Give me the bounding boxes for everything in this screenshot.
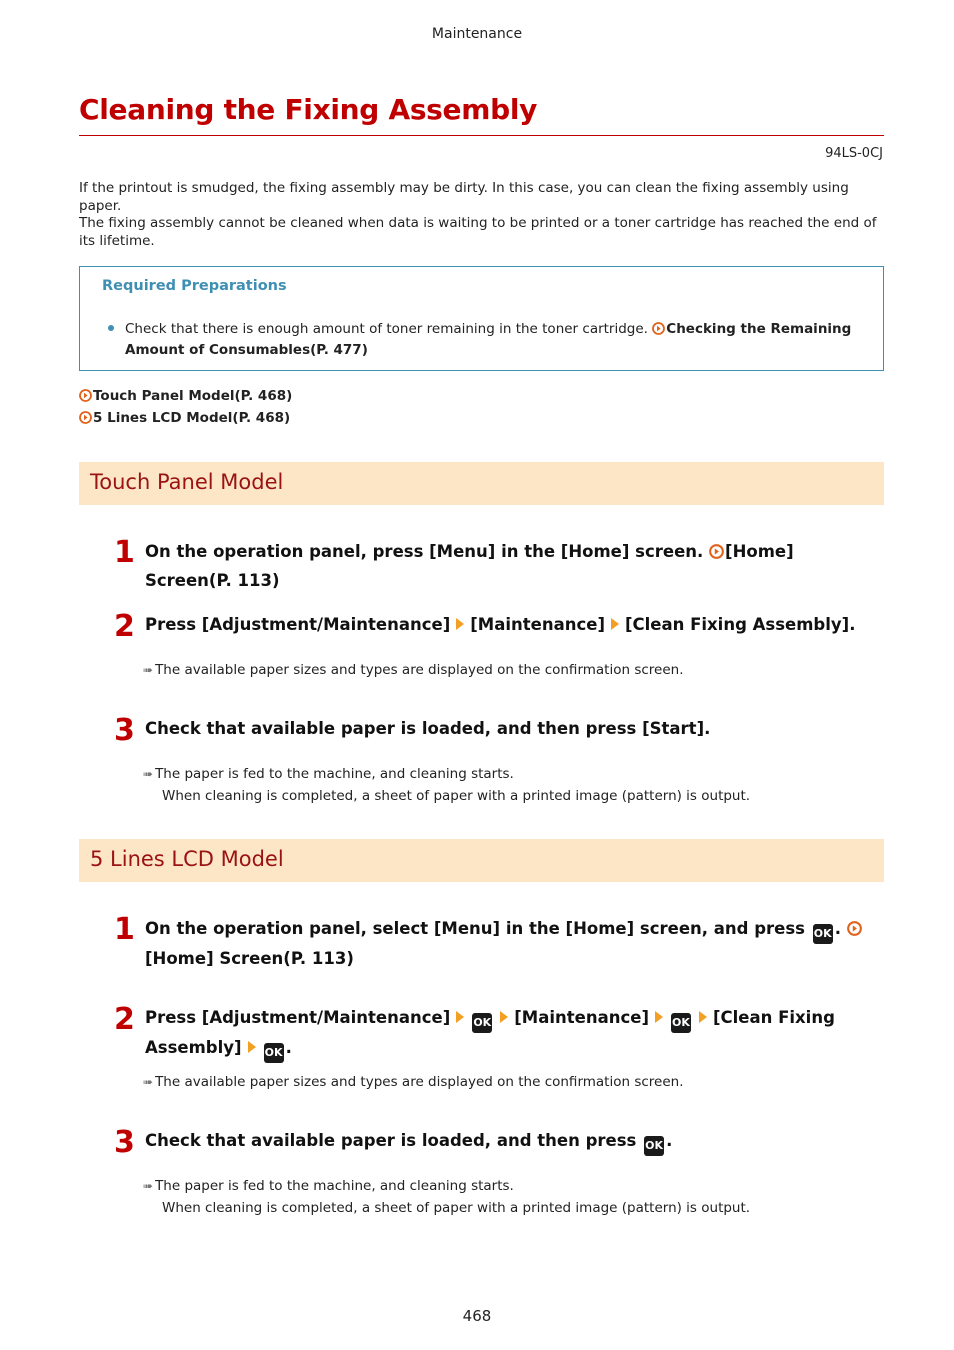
prep-bullet-item [125, 319, 865, 361]
touch-step-3: Check that available paper is loaded, and then press [Start]. [145, 719, 711, 738]
section-heading: Touch Panel Model [90, 470, 284, 494]
link-arrow-icon [847, 921, 862, 936]
step-text: On the operation panel, select [Menu] in the [Home] screen, and press [145, 919, 805, 938]
title-rule [79, 135, 884, 136]
step-text: Press [Adjustment/Maintenance] [145, 1008, 451, 1027]
doc-code: 94LS-0CJ [825, 146, 883, 161]
home-screen-link-label: [Home] Screen(P. 113) [145, 949, 354, 968]
step-number: 1 [114, 912, 135, 947]
result-text: When cleaning is completed, a sheet of paper with a printed image (pattern) is output. [162, 788, 751, 804]
ok-key-icon: OK [644, 1136, 664, 1156]
section-heading: 5 Lines LCD Model [90, 847, 284, 871]
running-header: Maintenance [431, 26, 523, 42]
step-text: [Maintenance] [514, 1008, 649, 1027]
bullet-dot [108, 325, 114, 331]
arrow-right-icon [699, 1011, 707, 1023]
step-text: [Clean Fixing Assembly]. [624, 615, 856, 634]
result-arrow-icon: ➠ [143, 1179, 154, 1193]
result-text: The available paper sizes and types are displayed on the confirmation screen. [155, 662, 684, 678]
lcd-step-3-result [143, 1175, 750, 1219]
home-screen-link-label: [Home] Screen(P. 113) [145, 542, 794, 590]
step-text: On the operation panel, press [Menu] in the [Home] screen. [145, 542, 704, 561]
touch-step-2 [145, 610, 875, 639]
link-arrow-icon [79, 411, 92, 424]
link-arrow-icon [652, 322, 665, 335]
step-number: 3 [114, 1125, 135, 1160]
arrow-right-icon [500, 1011, 508, 1023]
arrow-right-icon [456, 618, 464, 630]
lcd-step-1: On the operation panel, select [Menu] in the [Home] screen, and press OK . [Home] Screen(P. 113) [145, 914, 875, 973]
toc-link-label: Touch Panel Model(P. 468) [93, 388, 293, 404]
result-arrow-icon: ➠ [143, 767, 154, 781]
step-number: 2 [114, 1002, 135, 1037]
toc-link-lcd[interactable] [79, 410, 290, 426]
step-text: [Maintenance] [470, 615, 605, 634]
arrow-right-icon [248, 1041, 256, 1053]
ok-key-icon: OK [813, 924, 833, 944]
ok-key-icon: OK [264, 1043, 284, 1063]
result-arrow-icon: ➠ [143, 663, 154, 677]
link-arrow-icon [709, 544, 724, 559]
required-preparations-title: Required Preparations [102, 278, 287, 294]
ok-key-icon: OK [671, 1013, 691, 1033]
step-text: [Clean Fixing Assembly] [145, 1008, 835, 1057]
lcd-step-3: Check that available paper is loaded, and then press OK . [145, 1126, 875, 1156]
result-text: When cleaning is completed, a sheet of paper with a printed image (pattern) is output. [162, 1200, 751, 1216]
step-number: 2 [114, 609, 135, 644]
ok-key-icon: OK [472, 1013, 492, 1033]
touch-step-3-result [143, 763, 750, 807]
step-number: 3 [114, 713, 135, 748]
lcd-step-2-result [143, 1071, 684, 1093]
step-text: Press [Adjustment/Maintenance] [145, 615, 451, 634]
page-number: 468 [462, 1307, 492, 1325]
result-text: The paper is fed to the machine, and cleaning starts. [155, 1178, 514, 1194]
touch-step-1 [145, 537, 875, 595]
result-text: The paper is fed to the machine, and cleaning starts. [155, 766, 514, 782]
result-arrow-icon: ➠ [143, 1075, 154, 1089]
step-text: Check that available paper is loaded, and then press [145, 1131, 637, 1150]
arrow-right-icon [655, 1011, 663, 1023]
section-lcd [79, 839, 884, 882]
section-touch-panel [79, 462, 884, 505]
page-title: Cleaning the Fixing Assembly [79, 93, 538, 126]
intro-paragraph-2: The fixing assembly cannot be cleaned when data is waiting to be printed or a toner cartridge has reached the end of its lifetime. [79, 215, 877, 249]
lcd-step-2: Press [Adjustment/Maintenance] OK [Maintenance] OK [Clean Fixing Assembly] OK . [145, 1003, 875, 1063]
link-arrow-icon [79, 389, 92, 402]
result-text: The available paper sizes and types are displayed on the confirmation screen. [155, 1074, 684, 1090]
arrow-right-icon [611, 618, 619, 630]
intro-paragraph-1: If the printout is smudged, the fixing assembly may be dirty. In this case, you can clean the fixing assembly using paper. [79, 180, 849, 214]
consumables-link-label: Checking the Remaining Amount of Consumables(P. 477) [125, 321, 852, 358]
toc-link-touch-panel[interactable] [79, 388, 292, 404]
touch-step-2-result [143, 659, 684, 681]
toc-link-label: 5 Lines LCD Model(P. 468) [93, 410, 291, 426]
arrow-right-icon [456, 1011, 464, 1023]
step-number: 1 [114, 535, 135, 570]
prep-bullet-text: Check that there is enough amount of toner remaining in the toner cartridge. [125, 321, 648, 337]
